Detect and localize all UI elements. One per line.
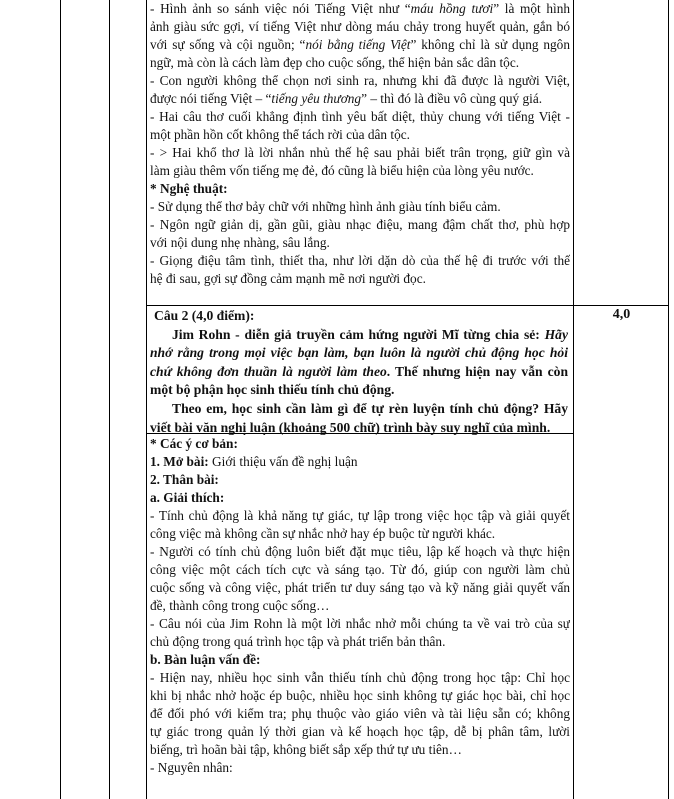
- text-line: ngữ, mà còn là cách làm đẹp cho cuộc sống, thể hiện bản sắc dân tộc.: [150, 55, 520, 70]
- text-line: với sự sống và cội nguồn; “nói bằng tiếng Việt” không chỉ là sử dụng ngôn: [150, 37, 570, 52]
- text-line: khi bị nhắc nhở hoặc ép buộc, nhiều học sinh không tự giác học bài, chỉ học: [150, 688, 570, 703]
- text-line: - Con người không thể chọn nơi sinh ra, nhưng khi đã được là người Việt,: [150, 73, 570, 88]
- text-line: - Câu nói của Jim Rohn là một lời nhắc nhở mỗi chúng ta về vai trò của sự: [150, 616, 570, 631]
- question-prompt: Theo em, học sinh cần làm gì để tự rèn luyện tính chủ động? Hãy viết bài văn nghị luận (khoảng 500 chữ) trình bày suy nghĩ của mình.: [150, 400, 568, 435]
- explain-label: a. Giải thích:: [150, 490, 225, 505]
- text-line: hệ đi sau, gợi sự đồng cảm mạnh mẽ nơi người đọc.: [150, 271, 426, 286]
- text-line: - Hiện nay, nhiều học sinh vẫn thiếu tính chủ động trong học tập: Chỉ học: [150, 670, 570, 685]
- text-line: công việc một cách tích cực và sáng tạo. Từ đó, giúp con người làm chủ: [150, 562, 570, 577]
- text-line: - Hai câu thơ cuối khẳng định tình yêu bất diệt, thủy chung với tiếng Việt -: [150, 109, 570, 124]
- text-line: ảnh giàu sức gợi, ví tiếng Việt như dòng máu chảy trong huyết quản, gắn bó: [150, 19, 570, 34]
- basic-heading: * Các ý cơ bản:: [150, 436, 238, 451]
- table-column-divider: [146, 0, 147, 799]
- poem-analysis-block: [150, 0, 570, 288]
- discuss-label: b. Bàn luận vấn đề:: [150, 652, 261, 667]
- text-line: được nói tiếng Việt – “tiếng yêu thương” – thì đó là điều vô cùng quý giá.: [150, 91, 543, 106]
- row-divider: [146, 305, 668, 306]
- question-block: [150, 307, 570, 437]
- text-line: đề, thành công trong cuộc sống…: [150, 598, 330, 613]
- question-title: Câu 2 (4,0 điểm):: [154, 308, 255, 323]
- text-line: - Người có tính chủ động luôn biết đặt mục tiêu, lập kế hoạch và thực hiện: [150, 544, 570, 559]
- table-border-right: [668, 0, 669, 799]
- text-line: - Giọng điệu tâm tình, thiết tha, như lời dặn dò của thế hệ đi trước với thế: [150, 253, 570, 268]
- answer-block: [150, 435, 570, 777]
- body-label: 2. Thân bài:: [150, 472, 219, 487]
- text-line: làm giàu thêm vốn tiếng mẹ đẻ, đó cũng là biểu hiện của lòng yêu nước.: [150, 163, 534, 178]
- question-score: 4,0: [612, 307, 631, 322]
- table-column-divider: [109, 0, 110, 799]
- text-line: với nội dung nhẹ nhàng, sâu lắng.: [150, 235, 330, 250]
- text-line: - Tính chủ động là khả năng tự giác, tự lập trong việc học tập và giải quyết: [150, 508, 570, 523]
- text-line: cuộc sống và công việc, phát triển tư duy sáng tạo và kỹ năng giải quyết vấn: [150, 580, 570, 595]
- text-line: công việc mà không cần sự nhắc nhở hay ép buộc từ người khác.: [150, 526, 496, 541]
- text-line: - > Hai khổ thơ là lời nhắn nhủ thế hệ sau phải biết trân trọng, giữ gìn và: [150, 145, 570, 160]
- text-line: tự giác trong quản lý thời gian và kế hoạch học tập, dễ bị phân tâm, lười: [150, 724, 570, 739]
- question-quote: Jim Rohn - diễn giả truyền cảm hứng người Mĩ từng chia sẻ: Hãy nhớ rằng trong mọi việc bạn làm, bạn luôn là người chủ động học hỏi chứ không đơn thuần là người làm theo. Thế nhưng hiện nay vẫn còn một bộ phận học sinh thiếu tính chủ động.: [150, 326, 568, 398]
- text-line: - Sử dụng thể thơ bảy chữ với những hình ảnh giàu tính biểu cảm.: [150, 199, 501, 214]
- table-border-left: [60, 0, 61, 799]
- text-line: một phần hồn cốt không thể tách rời của dân tộc.: [150, 127, 410, 142]
- text-line: - Hình ảnh so sánh việc nói Tiếng Việt như “máu hồng tươi” là một hình: [150, 1, 570, 16]
- art-heading: * Nghệ thuật:: [150, 181, 228, 196]
- intro-line: 1. Mở bài: Giới thiệu vấn đề nghị luận: [150, 454, 358, 469]
- text-line: chủ động trong quá trình học tập và phát triển bản thân.: [150, 634, 446, 649]
- text-line: biếng, trì hoãn bài tập, không biết sắp xếp thứ tự ưu tiên…: [150, 742, 462, 757]
- text-line: - Nguyên nhân:: [150, 760, 233, 775]
- table-column-divider: [573, 0, 574, 799]
- text-line: để đối phó với kiểm tra; phụ thuộc vào giáo viên và tài liệu sẵn có; không: [150, 706, 570, 721]
- text-line: - Ngôn ngữ giản dị, gần gũi, giàu nhạc điệu, mang đậm chất thơ, phù hợp: [150, 217, 570, 232]
